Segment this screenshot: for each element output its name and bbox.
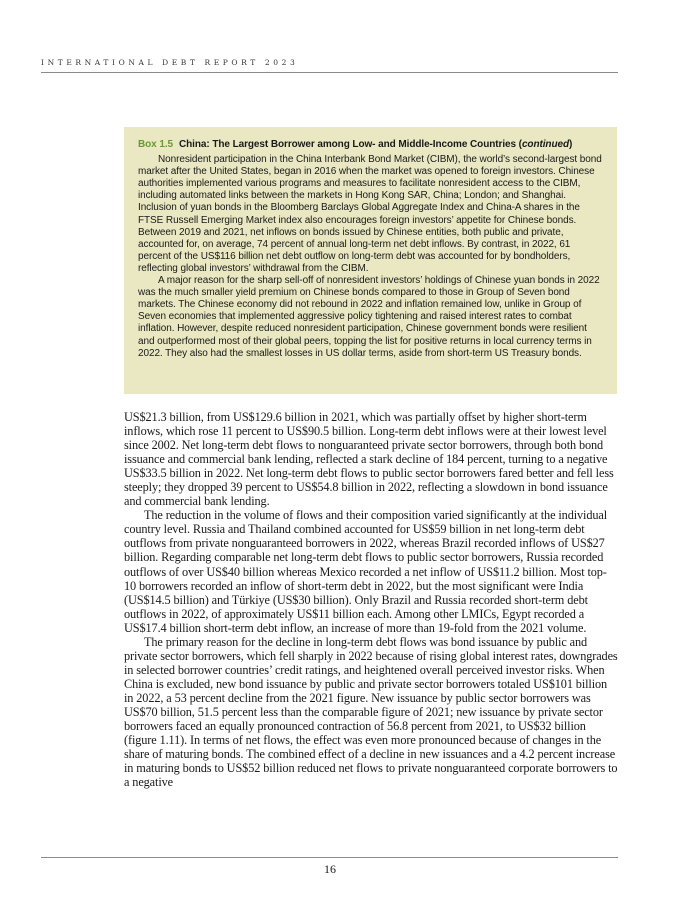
footer-rule bbox=[41, 857, 618, 858]
box-paragraph: A major reason for the sharp sell-off of nonresident investors’ holdings of Chinese yuan bonds in 2022 was the much smaller yield premium on Chinese bonds compared to those in Group of Seven bond markets. The Chinese economy did not rebound in 2022 and inflation remained low, unlike in Group of Seven economies that implemented aggressive policy tightening and raised interest rates to combat inflation. However, despite reduced nonresident participation, Chinese government bonds were resilient and outperformed most of their global peers, topping the list for positive returns in local currency terms in 2022. They also had the smallest losses in US dollar terms, aside from short-term US Treasury bonds. bbox=[138, 275, 600, 359]
box-title-end: ) bbox=[569, 139, 573, 150]
body-paragraph: The reduction in the volume of flows and their composition varied significantly at the individual country level. Russia and Thailand combined accounted for US$59 billion in net long-term debt outflows from private nonguaranteed borrowers in 2022, whereas Brazil recorded inflows of US$27 billion. Regarding comparable net long-term debt flows to public sector borrowers, Russia recorded outflows of over US$40 billion whereas Mexico recorded a net inflow of US$11.2 billion. Most top-10 borrowers recorded an inflow of short-term debt in 2022, but the most significant were India (US$14.5 billion) and Türkiye (US$30 billion). Only Brazil and Russia recorded short-term debt outflows in 2022, of approximately US$11 billion each. Among other LMICs, Egypt recorded a US$17.4 billion short-term debt inflow, an increase of more than 19-fold from the 2021 volume. bbox=[124, 508, 608, 635]
box-label: Box 1.5 bbox=[138, 139, 174, 150]
body-paragraph: The primary reason for the decline in long-term debt flows was bond issuance by public and private sector borrowers, which fell sharply in 2022 because of rising global interest rates, downgrades in selected borrower countries’ credit ratings, and heightened overall perceived investor risks. When China is excluded, new bond issuance by public and private sector borrowers totaled US$101 billion in 2022, a 53 percent decline from the 2021 figure. New issuance by public sector borrowers was US$70 billion, 51.5 percent less than the comparable figure of 2021; new issuance by private sector borrowers faced an equally pronounced contraction of 56.8 percent from 2021, to US$32 billion (figure 1.11). In terms of net flows, the effect was even more pronounced because of changes in the share of maturing bonds. The combined effect of a decline in new issuances and a 4.2 percent increase in maturing bonds to US$52 billion reduced net flows to private nonguaranteed corporate borrowers to a negative bbox=[124, 634, 618, 790]
header-rule bbox=[41, 72, 618, 73]
box-1-5 bbox=[124, 127, 617, 394]
box-title-text: China: The Largest Borrower among Low- and Middle-Income Countries ( bbox=[179, 139, 522, 150]
body-paragraph: US$21.3 billion, from US$129.6 billion in 2021, which was partially offset by higher short-term inflows, which rose 11 percent to US$90.5 billion. Long-term debt inflows were at their lowest level since 2002. Net long-term debt flows to nonguaranteed private sector borrowers, through both bond issuance and commercial bank lending, reflected a stark decline of 184 percent, turning to a negative US$33.5 billion in 2022. Net long-term debt flows to public sector borrowers fared better and fell less steeply; they dropped 39 percent to US$54.8 billion in 2022, reflecting a slowdown in bond issuance and commercial bank lending. bbox=[124, 410, 614, 509]
box-paragraph: Nonresident participation in the China Interbank Bond Market (CIBM), the world’s second-largest bond market after the United States, began in 2016 when the market was opened to foreign investors. Chinese authorities implemented various programs and measures to facilitate nonresident access to the CIBM, including automated links between the markets in Hong Kong SAR, China; London; and Shanghai. Inclusion of yuan bonds in the Bloomberg Barclays Global Aggregate Index and China-A shares in the FTSE Russell Emerging Market index also encourages foreign investors’ appetite for Chinese bonds. Between 2019 and 2021, net inflows on bonds issued by Chinese entities, both public and private, accounted for, on average, 74 percent of annual long-term net debt inflows. By contrast, in 2022, 61 percent of the US$116 billion net debt outflow on long-term debt was accounted for by bondholders, reflecting global investors’ withdrawal from the CIBM. bbox=[138, 154, 602, 274]
box-title-continued: continued bbox=[521, 139, 569, 150]
body-text bbox=[124, 410, 618, 789]
box-title bbox=[138, 139, 605, 151]
page-number: 16 bbox=[324, 862, 336, 876]
running-head: INTERNATIONAL DEBT REPORT 2023 bbox=[41, 58, 299, 67]
